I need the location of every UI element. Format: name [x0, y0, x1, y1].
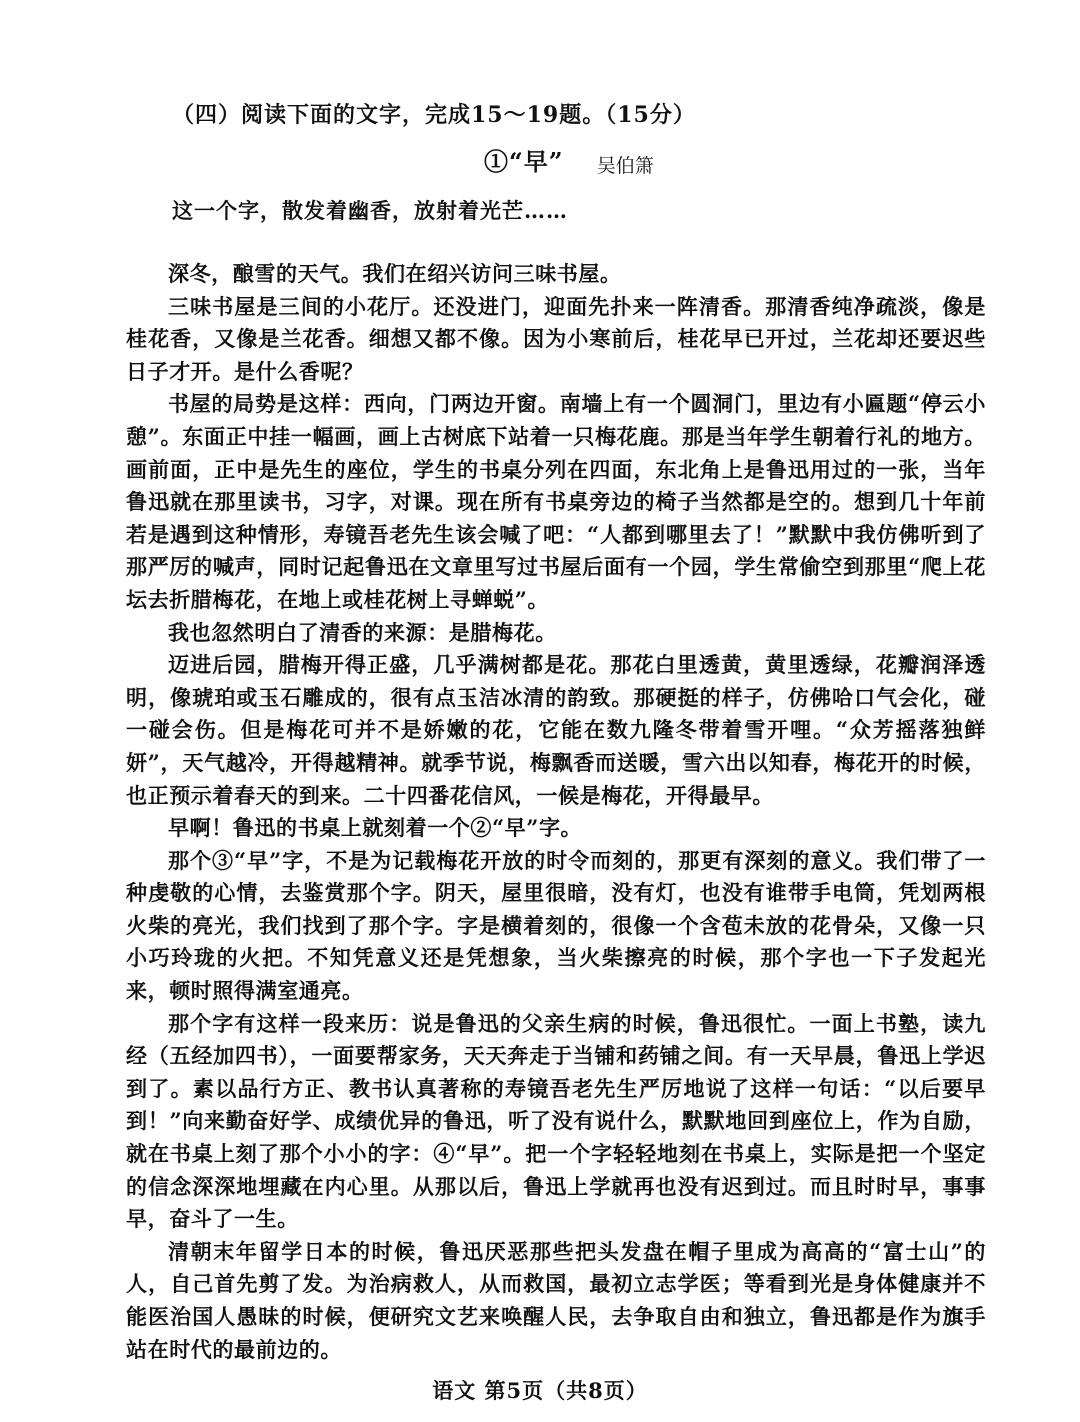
- paragraph: 我也忽然明白了清香的来源：是腊梅花。: [168, 619, 557, 645]
- article-title-row: [484, 142, 654, 177]
- section-heading: （四）阅读下面的文字，完成15～19题。（15分）: [172, 102, 696, 128]
- paragraph: 迈进后园，腊梅开得正盛，几乎满树都是花。那花白里透黄，黄里透绿，花瓣润泽透明，像琥珀或玉石雕成的，很有点玉洁冰清的韵致。那硬挺的样子，仿佛哈口气会化，碰一碰会伤。但是梅花可并不是娇嫩的花，它能在数九隆冬带着雪开哩。“众芳摇落独鲜妍”，天气越冷，开得越精神。就季节说，梅飘香而送暖，雪六出以知春，梅花开的时候，也正预示着春天的到来。二十四番花信风，一候是梅花，开得最早。: [126, 652, 986, 808]
- article-title: ①“早”: [484, 147, 564, 176]
- paragraph: 清朝末年留学日本的时候，鲁迅厌恶那些把头发盘在帽子里成为高高的“富士山”的人，自己首先剪了发。为治病救人，从而救国，最初立志学医；等看到光是身体健康并不能医治国人愚昧的时候，便研究文艺来唤醒人民，去争取自由和独立，鲁迅都是作为旗手站在时代的最前边的。: [126, 1238, 986, 1362]
- article-author: 吴伯箫: [596, 155, 654, 177]
- paragraph: 书屋的局势是这样：西向，门两边开窗。南墙上有一个圆洞门，里边有小匾题“停云小憩”。东面正中挂一幅画，画上古树底下站着一只梅花鹿。那是当年学生朝着行礼的地方。画前面，正中是先生的座位，学生的书桌分列在四面，东北角上是鲁迅用过的一张，当年鲁迅就在那里读书，习字，对课。现在所有书桌旁边的椅子当然都是空的。想到几十年前若是遇到这种情形，寿镜吾老先生该会喊了吧：“人都到哪里去了！”默默中我仿佛听到了那严厉的喊声，同时记起鲁迅在文章里写过书屋后面有一个园，学生常偷空到那里“爬上花坛去折腊梅花，在地上或桂花树上寻蝉蜕”。: [126, 391, 986, 612]
- paragraph: 那个③“早”字，不是为记载梅花开放的时令而刻的，那更有深刻的意义。我们带了一种虔敬的心情，去鉴赏那个字。阴天，屋里很暗，没有灯，也没有谁带手电筒，凭划两根火柴的亮光，我们找到了那个字。字是横着刻的，很像一个含苞未放的花骨朵，又像一只小巧玲珑的火把。不知凭意义还是凭想象，当火柴擦亮的时候，那个字也一下子发起光来，顿时照得满室通亮。: [126, 847, 986, 1004]
- article-body: [126, 258, 986, 1366]
- article-epigraph: 这一个字，散发着幽香，放射着光芒……: [172, 198, 568, 223]
- paragraph: 三味书屋是三间的小花厅。还没进门，迎面先扑来一阵清香。那清香纯净疏淡，像是桂花香，又像是兰花香。细想又都不像。因为小寒前后，桂花早已开过，兰花却还要迟些日子才开。是什么香呢？: [126, 293, 986, 384]
- paragraph: 深冬，酿雪的天气。我们在绍兴访问三味书屋。: [168, 261, 622, 286]
- page-footer: 语文 第5页（共8页）: [432, 1378, 648, 1403]
- paragraph: 早啊！鲁迅的书桌上就刻着一个②“早”字。: [168, 815, 583, 841]
- paragraph: 那个字有这样一段来历：说是鲁迅的父亲生病的时候，鲁迅很忙。一面上书塾，读九经（五经加四书），一面要帮家务，天天奔走于当铺和药铺之间。有一天早晨，鲁迅上学迟到了。素以品行方正、教书认真著称的寿镜吾老先生严厉地说了这样一句话：“以后要早到！”向来勤奋好学、成绩优异的鲁迅，听了没有说什么，默默地回到座位上，作为自励，就在书桌上刻了那个小小的字：④“早”。把一个字轻轻地刻在书桌上，实际是把一个坚定的信念深深地埋藏在内心里。从那以后，鲁迅上学就再也没有迟到过。而且时时早，事事早，奋斗了一生。: [126, 1010, 986, 1232]
